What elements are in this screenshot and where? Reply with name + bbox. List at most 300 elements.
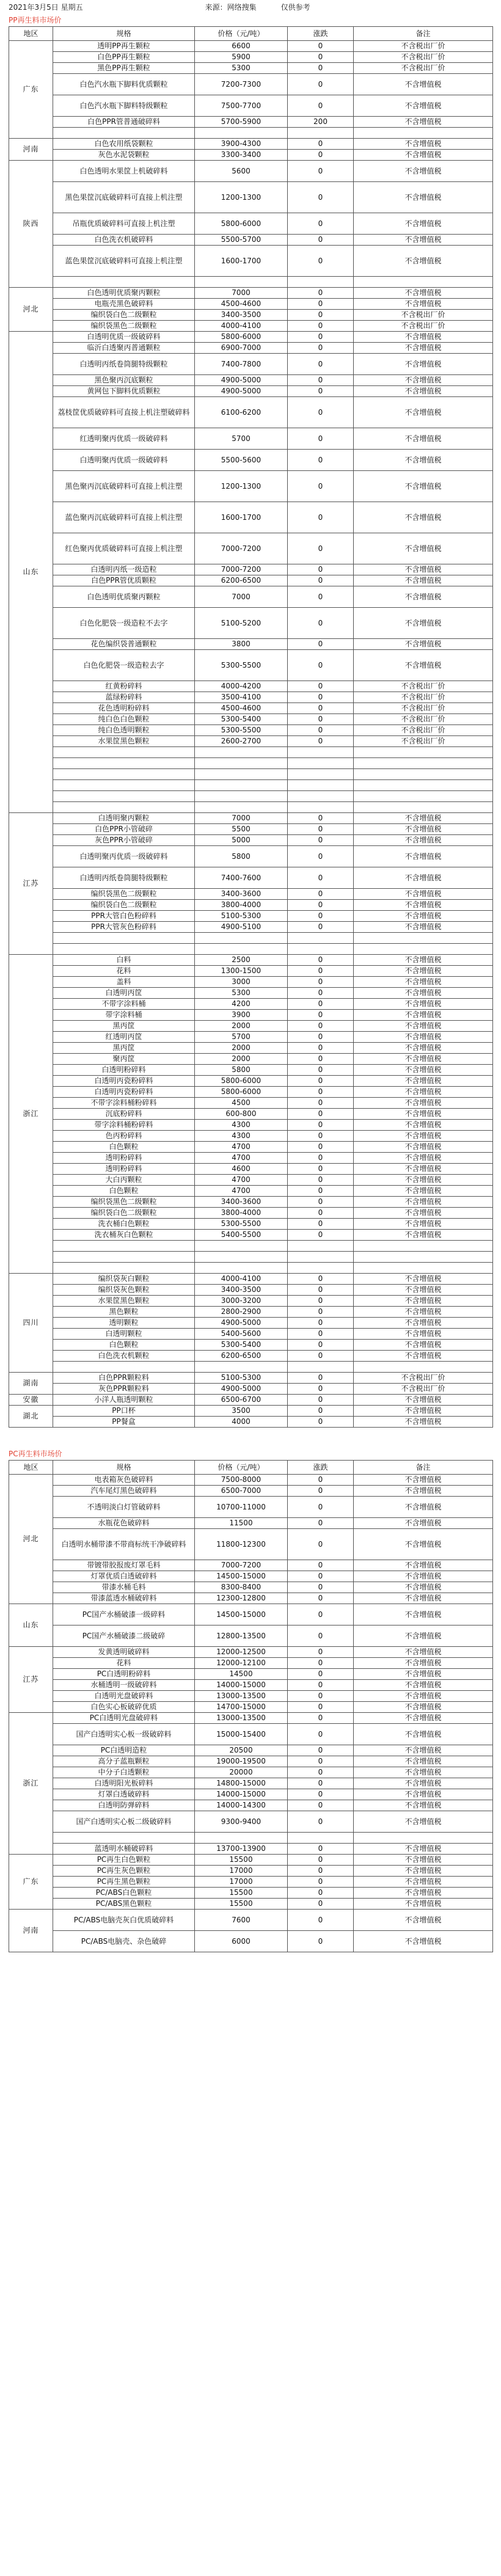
note-cell: 不含增值税 (354, 846, 493, 867)
price-cell: 6500-7000 (195, 1486, 288, 1497)
price-cell: 7000 (195, 813, 288, 824)
price-cell: 10700-11000 (195, 1497, 288, 1518)
region-cell: 山东 (9, 1604, 53, 1647)
table-row (9, 1362, 493, 1373)
note-cell: 不含增值税 (354, 1395, 493, 1406)
table-row (9, 1164, 493, 1175)
price-cell: 3400-3500 (195, 310, 288, 321)
change-cell: 0 (288, 846, 354, 867)
spec-cell: 灰色PPR小管破碎 (53, 835, 195, 846)
price-cell: 5800-6000 (195, 1076, 288, 1087)
change-cell (288, 747, 354, 758)
note-cell (354, 128, 493, 139)
region-cell: 广东 (9, 1855, 53, 1910)
note-cell: 不含增值税 (354, 1866, 493, 1877)
note-cell: 不含增值税 (354, 1186, 493, 1197)
price-cell: 5700-5900 (195, 117, 288, 128)
spec-cell: 汽车尾灯黑色破碎料 (53, 1486, 195, 1497)
table-row (9, 1844, 493, 1855)
change-cell: 0 (288, 639, 354, 650)
price-cell: 19000-19500 (195, 1756, 288, 1767)
table-row (9, 867, 493, 889)
change-cell: 0 (288, 1307, 354, 1318)
change-cell: 0 (288, 161, 354, 182)
spec-cell: 白色PPR小管破碎 (53, 824, 195, 835)
change-cell: 0 (288, 575, 354, 586)
price-cell: 4900-5000 (195, 1318, 288, 1329)
spec-cell: 白透明光盘破碎料 (53, 1691, 195, 1702)
change-cell (288, 277, 354, 288)
note-cell: 不含增值税 (354, 586, 493, 608)
spec-cell: 黑丙筐 (53, 1043, 195, 1054)
change-cell: 0 (288, 182, 354, 213)
change-cell (288, 1833, 354, 1844)
note-cell: 不含增值税 (354, 288, 493, 299)
change-cell: 0 (288, 1087, 354, 1098)
table-row (9, 703, 493, 714)
change-cell: 0 (288, 586, 354, 608)
change-cell: 0 (288, 1647, 354, 1658)
price-cell: 4700 (195, 1186, 288, 1197)
change-cell (288, 780, 354, 791)
table-row (9, 681, 493, 692)
change-cell: 0 (288, 1604, 354, 1626)
spec-cell: 带漆蓝透水桶破碎料 (53, 1593, 195, 1604)
spec-cell: 白透明粉碎料 (53, 1065, 195, 1076)
change-cell: 0 (288, 1789, 354, 1800)
change-cell: 0 (288, 1691, 354, 1702)
table-row (9, 1800, 493, 1811)
table-row (9, 1065, 493, 1076)
price-cell: 5300-5400 (195, 1340, 288, 1351)
spec-cell: 白透明防弹碎料 (53, 1800, 195, 1811)
table-row (9, 1109, 493, 1120)
price-cell: 4200 (195, 999, 288, 1010)
table-row (9, 1713, 493, 1724)
price-cell: 4500-4600 (195, 299, 288, 310)
region-cell: 江苏 (9, 1647, 53, 1713)
spec-cell: 电表箱灰色破碎料 (53, 1475, 195, 1486)
note-cell: 不含税出厂价 (354, 321, 493, 332)
note-cell: 不含增值税 (354, 235, 493, 246)
note-cell: 不含增值税 (354, 1800, 493, 1811)
note-cell: 不含增值税 (354, 1680, 493, 1691)
spec-cell: 白透明丙纸卷筒腿特级颗粒 (53, 354, 195, 375)
price-cell: 3500-4100 (195, 692, 288, 703)
note-cell: 不含增值税 (354, 1406, 493, 1417)
note-cell: 不含增值税 (354, 450, 493, 471)
price-cell: 6900-7000 (195, 343, 288, 354)
price-cell: 20500 (195, 1745, 288, 1756)
spec-cell: 黑丙筐 (53, 1021, 195, 1032)
table-row (9, 533, 493, 564)
price-cell: 7000 (195, 288, 288, 299)
spec-cell: 白色PPR颗粒料 (53, 1373, 195, 1384)
change-cell: 0 (288, 1486, 354, 1497)
spec-cell: 小洋人瓶透明颗粒 (53, 1395, 195, 1406)
disclaimer: 仅供参考 (280, 2, 310, 12)
table-row (9, 1604, 493, 1626)
table-row (9, 74, 493, 95)
price-cell: 4000-4100 (195, 1274, 288, 1285)
change-cell (288, 944, 354, 955)
table-row (9, 1131, 493, 1142)
note-cell: 不含增值税 (354, 867, 493, 889)
data-source: 来源：网络搜集 (205, 2, 257, 12)
change-cell: 0 (288, 889, 354, 900)
change-cell: 0 (288, 650, 354, 681)
table-row (9, 1745, 493, 1756)
price-cell: 5100-5300 (195, 1373, 288, 1384)
spec-cell: 透明粉碎料 (53, 1164, 195, 1175)
note-cell: 不含增值税 (354, 1811, 493, 1833)
note-cell: 不含税出厂价 (354, 63, 493, 74)
change-cell: 0 (288, 1318, 354, 1329)
note-cell: 不含增值税 (354, 502, 493, 533)
note-cell: 不含增值税 (354, 1844, 493, 1855)
table-row (9, 1486, 493, 1497)
region-cell: 江苏 (9, 813, 53, 955)
price-cell (195, 1252, 288, 1263)
table-row (9, 714, 493, 725)
change-cell: 0 (288, 1800, 354, 1811)
spec-cell: 沉底粉碎料 (53, 1109, 195, 1120)
spec-cell: 吊瓶优质破碎料可直接上机注塑 (53, 213, 195, 235)
change-cell: 0 (288, 1131, 354, 1142)
change-cell: 0 (288, 375, 354, 386)
price-cell: 5800 (195, 846, 288, 867)
spec-cell: 白色透明优质聚丙颗粒 (53, 288, 195, 299)
table-row (9, 397, 493, 428)
price-cell: 2800-2900 (195, 1307, 288, 1318)
price-cell: 5400-5500 (195, 1230, 288, 1241)
change-cell: 0 (288, 966, 354, 977)
price-cell (195, 747, 288, 758)
spec-cell: 荔枝筐优质破碎料可直接上机注塑破碎料 (53, 397, 195, 428)
note-cell: 不含增值税 (354, 650, 493, 681)
price-cell: 3400-3600 (195, 889, 288, 900)
table-row (9, 1120, 493, 1131)
table-row (9, 52, 493, 63)
price-cell: 2500 (195, 955, 288, 966)
table-row (9, 933, 493, 944)
region-cell: 河北 (9, 1475, 53, 1604)
region-cell: 浙江 (9, 1713, 53, 1855)
table-row (9, 1241, 493, 1252)
note-cell: 不含增值税 (354, 1197, 493, 1208)
change-cell: 0 (288, 1153, 354, 1164)
spec-cell: 白透明聚丙颗粒 (53, 813, 195, 824)
price-cell: 5300 (195, 63, 288, 74)
region-cell: 安徽 (9, 1395, 53, 1406)
table-row (9, 1307, 493, 1318)
change-cell: 0 (288, 471, 354, 502)
pp-header-row (9, 27, 493, 41)
price-cell: 5800-6000 (195, 332, 288, 343)
price-cell: 9300-9400 (195, 1811, 288, 1833)
spec-cell: 花色编织袋普通颗粒 (53, 639, 195, 650)
table-row (9, 802, 493, 813)
table-row (9, 999, 493, 1010)
price-cell: 5100-5300 (195, 911, 288, 922)
note-cell: 不含增值税 (354, 139, 493, 150)
table-row (9, 182, 493, 213)
price-cell: 4300 (195, 1120, 288, 1131)
spec-cell: 白色透明水果筐上机破碎料 (53, 161, 195, 182)
price-cell: 8300-8400 (195, 1582, 288, 1593)
change-cell: 0 (288, 1351, 354, 1362)
change-cell: 0 (288, 63, 354, 74)
price-cell: 14700-15000 (195, 1702, 288, 1713)
spec-cell: 灯罩白透破碎料 (53, 1789, 195, 1800)
table-row (9, 1855, 493, 1866)
table-row (9, 1373, 493, 1384)
change-cell: 0 (288, 533, 354, 564)
spec-cell: 白透明丙纸一级造粒 (53, 564, 195, 575)
table-row (9, 1274, 493, 1285)
price-cell: 7400-7600 (195, 867, 288, 889)
price-cell: 4500 (195, 1098, 288, 1109)
table-row (9, 1263, 493, 1274)
table-row (9, 1230, 493, 1241)
table-row (9, 1497, 493, 1518)
spec-cell: PC/ABS电脑壳、杂色破碎 (53, 1931, 195, 1952)
spec-cell: 不透明淡白灯管破碎料 (53, 1497, 195, 1518)
price-cell: 1200-1300 (195, 471, 288, 502)
spec-cell: 色丙粉碎料 (53, 1131, 195, 1142)
price-cell: 5500 (195, 824, 288, 835)
spec-cell: 带漆水桶毛料 (53, 1582, 195, 1593)
region-cell: 河南 (9, 1910, 53, 1952)
change-cell: 0 (288, 1866, 354, 1877)
table-row (9, 1529, 493, 1560)
table-row (9, 900, 493, 911)
sheet-header (0, 0, 501, 13)
table-row (9, 288, 493, 299)
note-cell: 不含增值税 (354, 397, 493, 428)
price-cell: 3800-4000 (195, 900, 288, 911)
table-row (9, 824, 493, 835)
price-cell: 20000 (195, 1767, 288, 1778)
change-cell: 0 (288, 1384, 354, 1395)
price-cell: 6500-6700 (195, 1395, 288, 1406)
table-row (9, 1043, 493, 1054)
note-cell: 不含税出厂价 (354, 310, 493, 321)
change-cell (288, 769, 354, 780)
price-cell (195, 944, 288, 955)
table-row (9, 354, 493, 375)
change-cell (288, 1241, 354, 1252)
price-cell: 13700-13900 (195, 1844, 288, 1855)
spec-cell: 黑色聚丙沉底破碎料可直接上机注塑 (53, 471, 195, 502)
note-cell (354, 1362, 493, 1373)
price-cell: 7000-7200 (195, 564, 288, 575)
price-cell: 14500-15000 (195, 1604, 288, 1626)
change-cell: 0 (288, 1230, 354, 1241)
spec-cell: 白色农用纸袋颗粒 (53, 139, 195, 150)
note-cell: 不含增值税 (354, 1164, 493, 1175)
spec-cell: 水瓶花色破碎料 (53, 1518, 195, 1529)
note-cell: 不含增值税 (354, 922, 493, 933)
change-cell: 0 (288, 1745, 354, 1756)
spec-cell: PC再生白色颗粒 (53, 1855, 195, 1866)
price-cell: 14000-15000 (195, 1789, 288, 1800)
table-row (9, 1054, 493, 1065)
table-row (9, 1098, 493, 1109)
price-cell: 1300-1500 (195, 966, 288, 977)
note-cell: 不含增值税 (354, 1340, 493, 1351)
note-cell: 不含增值税 (354, 988, 493, 999)
price-cell: 7000 (195, 586, 288, 608)
table-row (9, 1021, 493, 1032)
change-cell: 0 (288, 1054, 354, 1065)
note-cell: 不含增值税 (354, 608, 493, 639)
table-row (9, 1395, 493, 1406)
spec-cell (53, 791, 195, 802)
note-cell: 不含增值税 (354, 1120, 493, 1131)
table-row (9, 213, 493, 235)
change-cell: 0 (288, 1497, 354, 1518)
change-cell: 0 (288, 428, 354, 450)
price-cell: 5300-5500 (195, 650, 288, 681)
spec-cell: 蓝色聚丙沉底破碎料可直接上机注塑 (53, 502, 195, 533)
note-cell: 不含增值税 (354, 1417, 493, 1428)
price-cell: 11500 (195, 1518, 288, 1529)
note-cell: 不含增值税 (354, 1691, 493, 1702)
spec-cell: 白透明聚丙优质一级破碎料 (53, 450, 195, 471)
change-cell: 0 (288, 1571, 354, 1582)
change-cell: 0 (288, 1877, 354, 1888)
region-cell: 山东 (9, 332, 53, 813)
price-cell: 4900-5100 (195, 922, 288, 933)
change-cell: 0 (288, 332, 354, 343)
price-cell: 3800 (195, 639, 288, 650)
table-row (9, 639, 493, 650)
spec-cell (53, 128, 195, 139)
price-cell: 7600 (195, 1910, 288, 1931)
price-cell: 15500 (195, 1855, 288, 1866)
table-row (9, 1626, 493, 1647)
note-cell: 不含增值税 (354, 1329, 493, 1340)
change-cell: 0 (288, 1658, 354, 1669)
price-cell: 7500-7700 (195, 95, 288, 117)
note-cell: 不含增值税 (354, 1230, 493, 1241)
spec-cell: 白透明优质一级破碎料 (53, 332, 195, 343)
change-cell: 0 (288, 692, 354, 703)
change-cell (288, 802, 354, 813)
table-row (9, 1208, 493, 1219)
note-cell: 不含税出厂价 (354, 1384, 493, 1395)
spec-cell: PC白透明造粒 (53, 1745, 195, 1756)
change-cell: 0 (288, 386, 354, 397)
price-cell: 5300-5400 (195, 714, 288, 725)
change-cell: 0 (288, 1109, 354, 1120)
price-cell (195, 1833, 288, 1844)
change-cell: 0 (288, 1855, 354, 1866)
note-cell: 不含增值税 (354, 1669, 493, 1680)
note-cell: 不含增值税 (354, 1529, 493, 1560)
price-cell (195, 1241, 288, 1252)
table-row (9, 1329, 493, 1340)
spec-cell: 编织袋黑色二级颗粒 (53, 321, 195, 332)
change-cell (288, 128, 354, 139)
change-cell: 0 (288, 911, 354, 922)
spec-cell: 红透明丙筐 (53, 1032, 195, 1043)
price-cell: 4900-5000 (195, 1384, 288, 1395)
price-cell: 5300 (195, 988, 288, 999)
note-cell: 不含增值税 (354, 1208, 493, 1219)
note-cell: 不含增值税 (354, 1778, 493, 1789)
price-cell (195, 802, 288, 813)
note-cell: 不含增值税 (354, 1274, 493, 1285)
price-cell: 4700 (195, 1142, 288, 1153)
note-cell (354, 747, 493, 758)
table-row (9, 1789, 493, 1800)
price-cell: 6100-6200 (195, 397, 288, 428)
spec-cell: 白色透明优质聚丙颗粒 (53, 586, 195, 608)
note-cell: 不含增值税 (354, 1604, 493, 1626)
spec-cell: 黑色PP再生颗粒 (53, 63, 195, 74)
table-row (9, 1296, 493, 1307)
spec-cell: 带字涂料桶 (53, 1010, 195, 1021)
note-cell: 不含税出厂价 (354, 725, 493, 736)
note-cell (354, 780, 493, 791)
spec-cell: PPR大管灰色粉碎料 (53, 922, 195, 933)
column-header-price: 价格（元/吨） (195, 1461, 288, 1475)
region-cell: 河南 (9, 139, 53, 161)
column-header-note: 备注 (354, 1461, 493, 1475)
price-cell: 4900-5000 (195, 375, 288, 386)
change-cell: 0 (288, 1680, 354, 1691)
spec-cell: 不带字涂料桶 (53, 999, 195, 1010)
table-row (9, 1197, 493, 1208)
table-row (9, 955, 493, 966)
spec-cell (53, 1833, 195, 1844)
note-cell: 不含增值税 (354, 1789, 493, 1800)
table-row (9, 1153, 493, 1164)
change-cell: 0 (288, 502, 354, 533)
change-cell: 0 (288, 1208, 354, 1219)
table-row (9, 1691, 493, 1702)
spec-cell: 白透明丙瓷粉碎料 (53, 1087, 195, 1098)
table-row (9, 1833, 493, 1844)
column-header-region: 地区 (9, 27, 53, 41)
spec-cell (53, 1263, 195, 1274)
note-cell: 不含增值税 (354, 1109, 493, 1120)
spec-cell (53, 1241, 195, 1252)
spec-cell: PC/ABS电脑壳灰白优质破碎料 (53, 1910, 195, 1931)
price-cell: 14800-15000 (195, 1778, 288, 1789)
change-cell: 0 (288, 1406, 354, 1417)
price-cell: 5600 (195, 161, 288, 182)
change-cell: 0 (288, 95, 354, 117)
price-cell: 5300-5500 (195, 725, 288, 736)
table-row (9, 1010, 493, 1021)
table-row (9, 977, 493, 988)
price-cell: 3900 (195, 1010, 288, 1021)
note-cell: 不含增值税 (354, 1582, 493, 1593)
change-cell: 0 (288, 1518, 354, 1529)
spec-cell (53, 802, 195, 813)
table-row (9, 1475, 493, 1486)
price-cell: 5900 (195, 52, 288, 63)
spec-cell: 不带字涂料桶粉碎料 (53, 1098, 195, 1109)
table-row (9, 1340, 493, 1351)
spec-cell: PC/ABS黑色颗粒 (53, 1899, 195, 1910)
table-row (9, 1866, 493, 1877)
change-cell: 0 (288, 1197, 354, 1208)
note-cell: 不含增值税 (354, 1724, 493, 1745)
